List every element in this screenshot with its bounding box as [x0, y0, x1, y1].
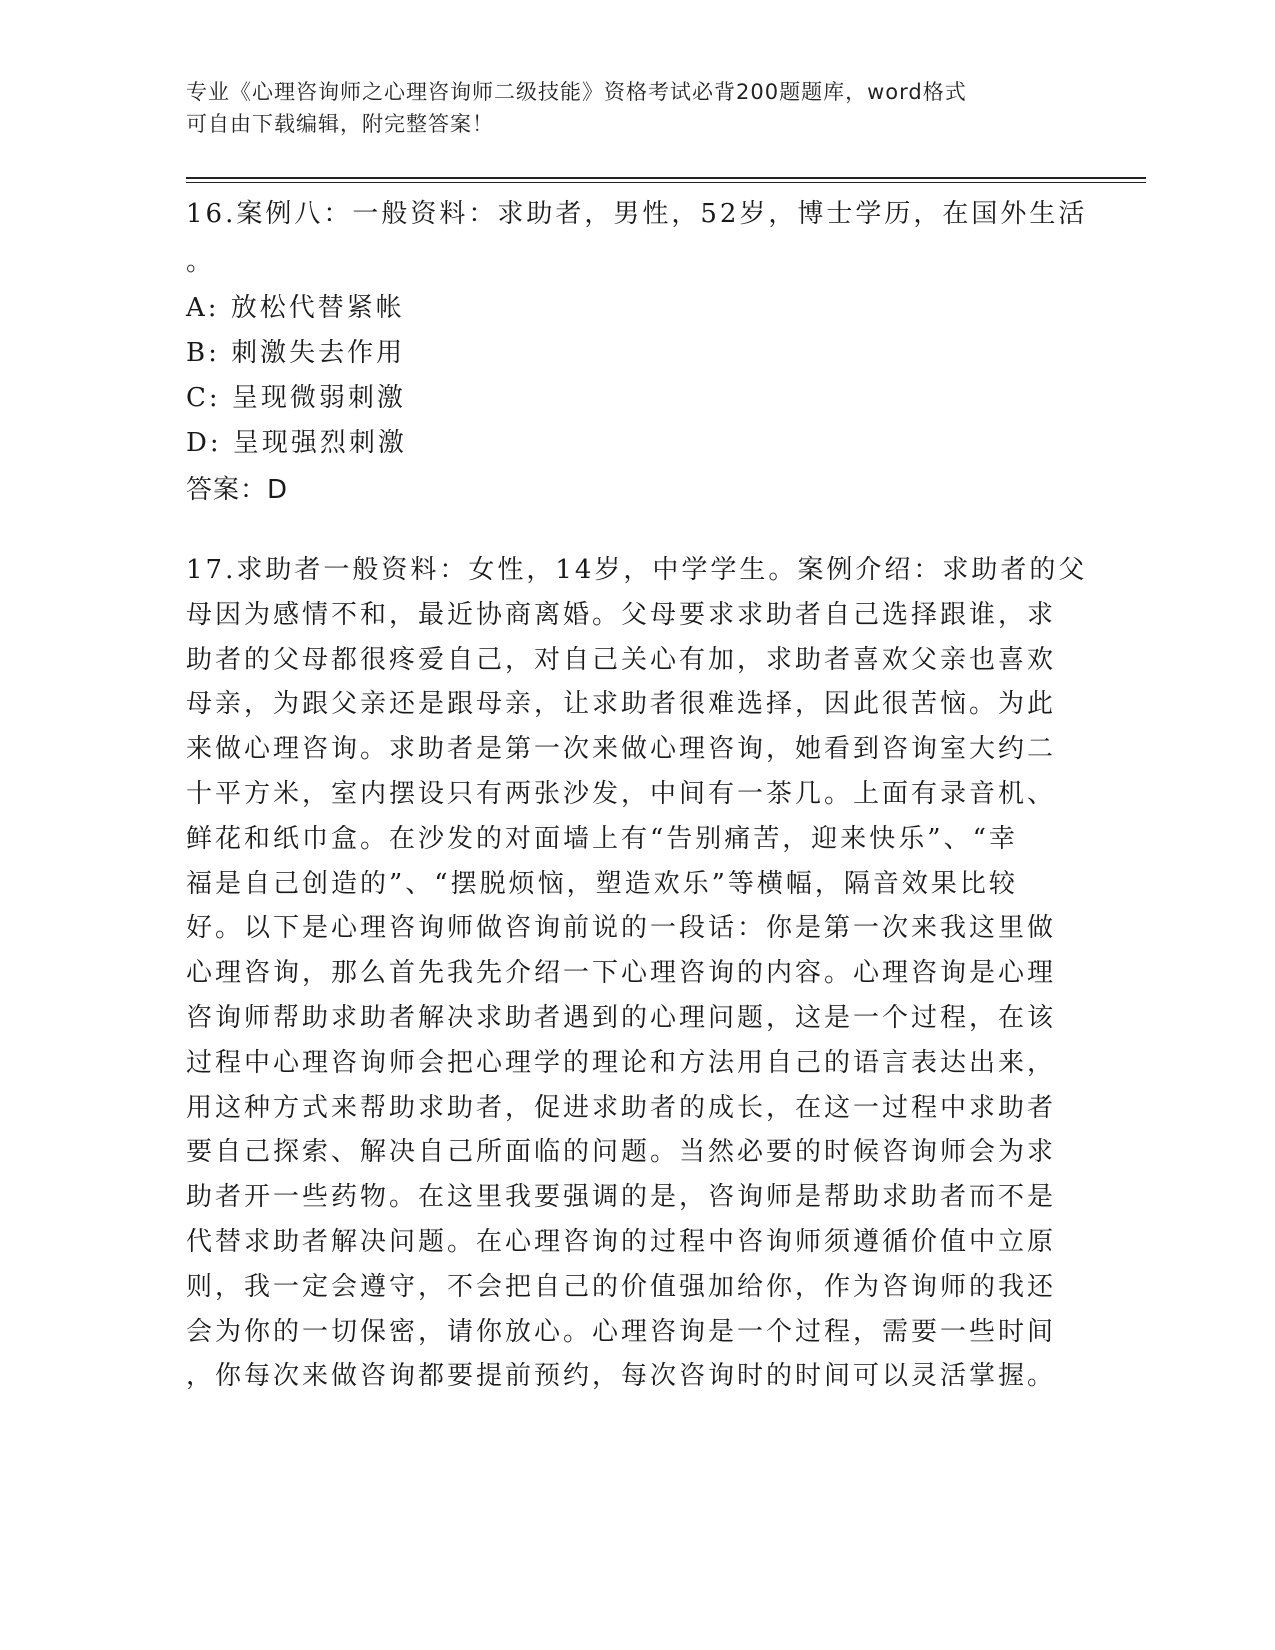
question-text-line: 福是自己创造的”、“摆脱烦恼，塑造欢乐”等横幅，隔音效果比较: [186, 868, 1018, 899]
question-text-line: 过程中心理咨询师会把心理学的理论和方法用自己的语言表达出来，: [186, 1047, 1057, 1078]
question-text-line: 用这种方式来帮助求助者，促进求助者的成长，在这一过程中求助者: [186, 1092, 1057, 1123]
question-text-line: 17.求助者一般资料：女性，14岁，中学学生。案例介绍：求助者的父: [186, 555, 1088, 585]
question-text-line: 母因为感情不和，最近协商离婚。父母要求求助者自己选择跟谁，求: [186, 599, 1057, 630]
question-text-line: 助者开一些药物。在这里我要强调的是，咨询师是帮助求助者而不是: [186, 1182, 1057, 1213]
question-text-line: 咨询师帮助求助者解决求助者遇到的心理问题，这是一个过程，在该: [186, 1002, 1057, 1033]
option-d: D: 呈现强烈刺激: [186, 428, 407, 458]
question-text-line: 心理咨询，那么首先我先介绍一下心理咨询的内容。心理咨询是心理: [186, 958, 1057, 989]
answer-label: 答案：D: [186, 475, 289, 505]
question-stem: 。: [186, 247, 216, 277]
question-text-line: 会为你的一切保密，请你放心。心理咨询是一个过程，需要一些时间: [186, 1316, 1057, 1347]
header-divider: [186, 177, 1146, 179]
question-text-line: 代替求助者解决问题。在心理咨询的过程中咨询师须遵循价值中立原: [186, 1226, 1057, 1257]
header-divider-thin: [186, 182, 1146, 183]
question-text-line: 要自己探索、解决自己所面临的问题。当然必要的时候咨询师会为求: [186, 1137, 1057, 1168]
question-text-line: 鲜花和纸巾盒。在沙发的对面墙上有“告别痛苦，迎来快乐”、“幸: [186, 823, 1018, 854]
question-text-line: 十平方米，室内摆设只有两张沙发，中间有一茶几。上面有录音机、: [186, 778, 1057, 809]
header-line: 专业《心理咨询师之心理咨询师二级技能》资格考试必背200题题库，word格式: [186, 80, 967, 104]
question-text-line: 助者的父母都很疼爱自己，对自己关心有加，求助者喜欢父亲也喜欢: [186, 644, 1057, 675]
document-header: [186, 76, 1086, 140]
question-17: [186, 548, 1086, 1399]
option-b: B: 刺激失去作用: [186, 338, 406, 368]
question-stem: 16.案例八：一般资料：求助者，男性，52岁，博士学历，在国外生活: [186, 199, 1088, 229]
question-text-line: ，你每次来做咨询都要提前预约，每次咨询时的时间可以灵活掌握。: [186, 1361, 1057, 1392]
question-text-line: 好。以下是心理咨询师做咨询前说的一段话：你是第一次来我这里做: [186, 913, 1057, 944]
question-text-line: 母亲，为跟父亲还是跟母亲，让求助者很难选择，因此很苦恼。为此: [186, 689, 1057, 720]
option-a: A: 放松代替紧帐: [186, 293, 405, 323]
question-16: [186, 190, 1086, 514]
question-text-line: 来做心理咨询。求助者是第一次来做心理咨询，她看到咨询室大约二: [186, 734, 1057, 765]
option-c: C: 呈现微弱刺激: [186, 383, 406, 413]
header-line: 可自由下载编辑，附完整答案！: [186, 112, 494, 136]
question-text-line: 则，我一定会遵守，不会把自己的价值强加给你，作为咨询师的我还: [186, 1271, 1057, 1302]
